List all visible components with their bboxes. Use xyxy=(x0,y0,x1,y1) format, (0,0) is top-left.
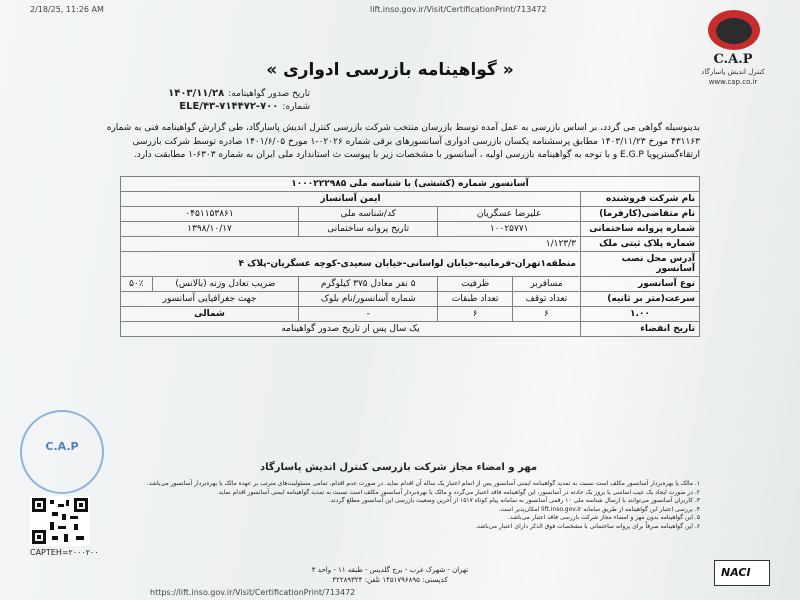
print-datetime: 2/18/25, 11:26 AM xyxy=(30,5,104,14)
address-label: آدرس محل نصب آسانسور xyxy=(581,252,700,277)
type-value: مسافربر xyxy=(512,277,580,292)
notes-list xyxy=(130,480,700,531)
issue-number-value: ELE/۴۳-۷۱۴۴۷۲-۷۰۰ xyxy=(179,101,279,112)
floors-value: ۶ xyxy=(438,307,513,322)
expiry-value: یک سال پس از تاریخ صدور گواهینامه xyxy=(121,322,581,337)
stops-header: تعداد توقف xyxy=(512,292,580,307)
logo-website: www.cap.co.ir xyxy=(708,78,758,86)
print-url-bottom: https://lift.inso.gov.ir/Visit/CertificationPrint/713472 xyxy=(150,588,356,597)
type-label: نوع آسانسور xyxy=(581,277,700,292)
owner-label: نام متقاضی(کارفرما) xyxy=(581,207,700,222)
elevator-table xyxy=(120,176,700,337)
logo-inner xyxy=(716,18,752,44)
permit-value: ۱۰۰۲۵۷۷۱ xyxy=(438,222,581,237)
floors-header: تعداد طبقات xyxy=(438,292,513,307)
note-item: ۱. مالک یا بهره‌بردار آسانسور مکلف است نسبت به تمدید گواهینامه ایمنی آسانسور پس از اتمام اعتبار یک ساله آن اقدام نماید. در صورت عدم اقدام، تمامی مسئولیت‌های مترتب بر عهده مالک یا بهره‌بردار آسانسور می‌باشد. xyxy=(146,480,700,487)
print-url: lift.inso.gov.ir/Visit/CertificationPrint/713472 xyxy=(370,5,547,14)
address-value: منطقه۱تهران-فرمانیه-خیابان لواسانی-خیابان سعیدی-کوچه عسگریان-پلاک ۴ xyxy=(121,252,581,277)
direction-header: جهت جغرافیایی آسانسور xyxy=(121,292,299,307)
issue-date xyxy=(168,88,310,99)
plate-value: ۱/۱۲۳/۳ xyxy=(121,237,581,252)
id-label: کد/شناسه ملی xyxy=(299,207,438,222)
permit-date-value: ۱۳۹۸/۱۰/۱۷ xyxy=(121,222,299,237)
direction-value: شمالی xyxy=(121,307,299,322)
owner-value: علیرضا عسگریان xyxy=(438,207,581,222)
certificate-body: بدینوسیله گواهی می گردد، بر اساس بازرسی به عمل آمده توسط بازرسان منتخب شرکت بازرسی کنترل اندیش پاسارگاد، طی گزارش گواهینامه فنی به شماره ۴۳۱۱۶۳ مورخ ۱۴۰۳/۱۱/۲۳ مطابق پرسشنامه یکسان بازرسی ادواری آسانسورهای برقی شماره ۰۲۰۲۶-۱ مورخ ۱۴۰۱/۶/۰۵ صادره توسط شرکت بازرسی ارتقاءگسترپویا E.G.P و با توجه به گواهینامه بازرسی اولیه ، آسانسور با مشخصات زیر با پیوست ث استاندارد ملی ایران به شماره ۶۳۰۳-۱ مطابقت دارد. xyxy=(106,123,700,160)
issue-date-value: ۱۴۰۳/۱۱/۲۸ xyxy=(168,88,225,99)
logo-company: کنترل اندیش پاسارگاد xyxy=(701,68,765,76)
company-seal xyxy=(20,410,104,494)
note-item: ۲. در صورت ایجاد یک عیب اساسی یا بروز یک حادثه در آسانسور، این گواهینامه فاقد اعتبار می‌گردد و مالک یا بهره‌بردار آسانسور مکلف است نسبت به تمدید گواهینامه ایمنی آسانسور اقدام نماید. xyxy=(216,488,700,496)
capacity-label: ظرفیت xyxy=(438,277,513,292)
table-header: آسانسور شماره (کششی) با شناسه ملی ۱۰۰۰۲۲۲۹۸۵ xyxy=(121,177,700,192)
seller-value: ایمن آسانساز xyxy=(121,192,581,207)
expiry-label: تاریخ انقضاء xyxy=(581,322,700,337)
permit-label: شماره پروانه ساختمانی xyxy=(581,222,700,237)
seal-text: C.A.P xyxy=(45,440,79,453)
captcha-code: CAPTEH=۲۰۰۰۲۰۰ xyxy=(30,548,99,557)
permit-date-label: تاریخ پروانه ساختمانی xyxy=(299,222,438,237)
issue-number-label: شماره: xyxy=(282,102,310,112)
car-value: - xyxy=(299,307,438,322)
balance-label: ضریب تعادل وزنه (بالانس) xyxy=(152,277,298,292)
qr-code xyxy=(30,496,90,546)
note-item: ۶. این گواهینامه صرفاً برای پروانه ساختمانی با مشخصات فوق الذکر دارای اعتبار می‌باشد. xyxy=(475,522,700,530)
note-item: ۳. کاربران آسانسور می‌توانند با ارسال شناسه ملی ۱۰ رقمی آسانسور به سامانه پیام کوتاه ۱۵۱۷ از آخرین وضعیت بازرسی این آسانسور مطلع گردند. xyxy=(329,497,700,504)
note-item: ۵. این گواهینامه بدون مهر و امضاء مجاز شرکت بازرسی فاقد اعتبار می‌باشد. xyxy=(508,514,700,521)
seller-label: نام شرکت فروشنده xyxy=(581,192,700,207)
stops-value: ۶ xyxy=(512,307,580,322)
issue-number xyxy=(179,101,310,112)
balance-value: ۵۰٪ xyxy=(121,277,153,292)
phone-footer: کدپستی: ۱۴۵۱۷۹۶۸۹۵ تلفن: ۴۲۲۸۹۳۲۴ xyxy=(332,576,448,584)
address-footer: تهران - شهرک غرب - برج گلدیس - طبقه ۱۱ - واحد ۴ xyxy=(311,566,469,574)
speed-value: ۱.۰۰ xyxy=(581,307,700,322)
speed-header: سرعت(متر بر ثانیه) xyxy=(581,292,700,307)
car-header: شماره آسانسور/نام بلوک xyxy=(299,292,438,307)
signature-line: مهر و امضاء مجاز شرکت بازرسی کنترل اندیش پاسارگاد xyxy=(260,462,538,473)
plate-label: شماره پلاک ثبتی ملک xyxy=(581,237,700,252)
cap-logo xyxy=(678,10,788,90)
logo-brand: C.A.P xyxy=(713,52,753,67)
capacity-value: ۵ نفر معادل ۳۷۵ کیلوگرم xyxy=(299,277,438,292)
naci-logo xyxy=(714,560,770,586)
note-item: ۴. بررسی اعتبار این گواهینامه از طریق سامانه lift.inso.gov.ir امکان‌پذیر است. xyxy=(498,505,700,513)
certificate-title: « گواهینامه بازرسی ادواری » xyxy=(266,60,514,80)
id-value: ۰۴۵۱۱۵۳۸۶۱ xyxy=(121,207,299,222)
naci-text: NACI xyxy=(721,566,751,579)
issue-date-label: تاریخ صدور گواهینامه: xyxy=(228,89,310,99)
